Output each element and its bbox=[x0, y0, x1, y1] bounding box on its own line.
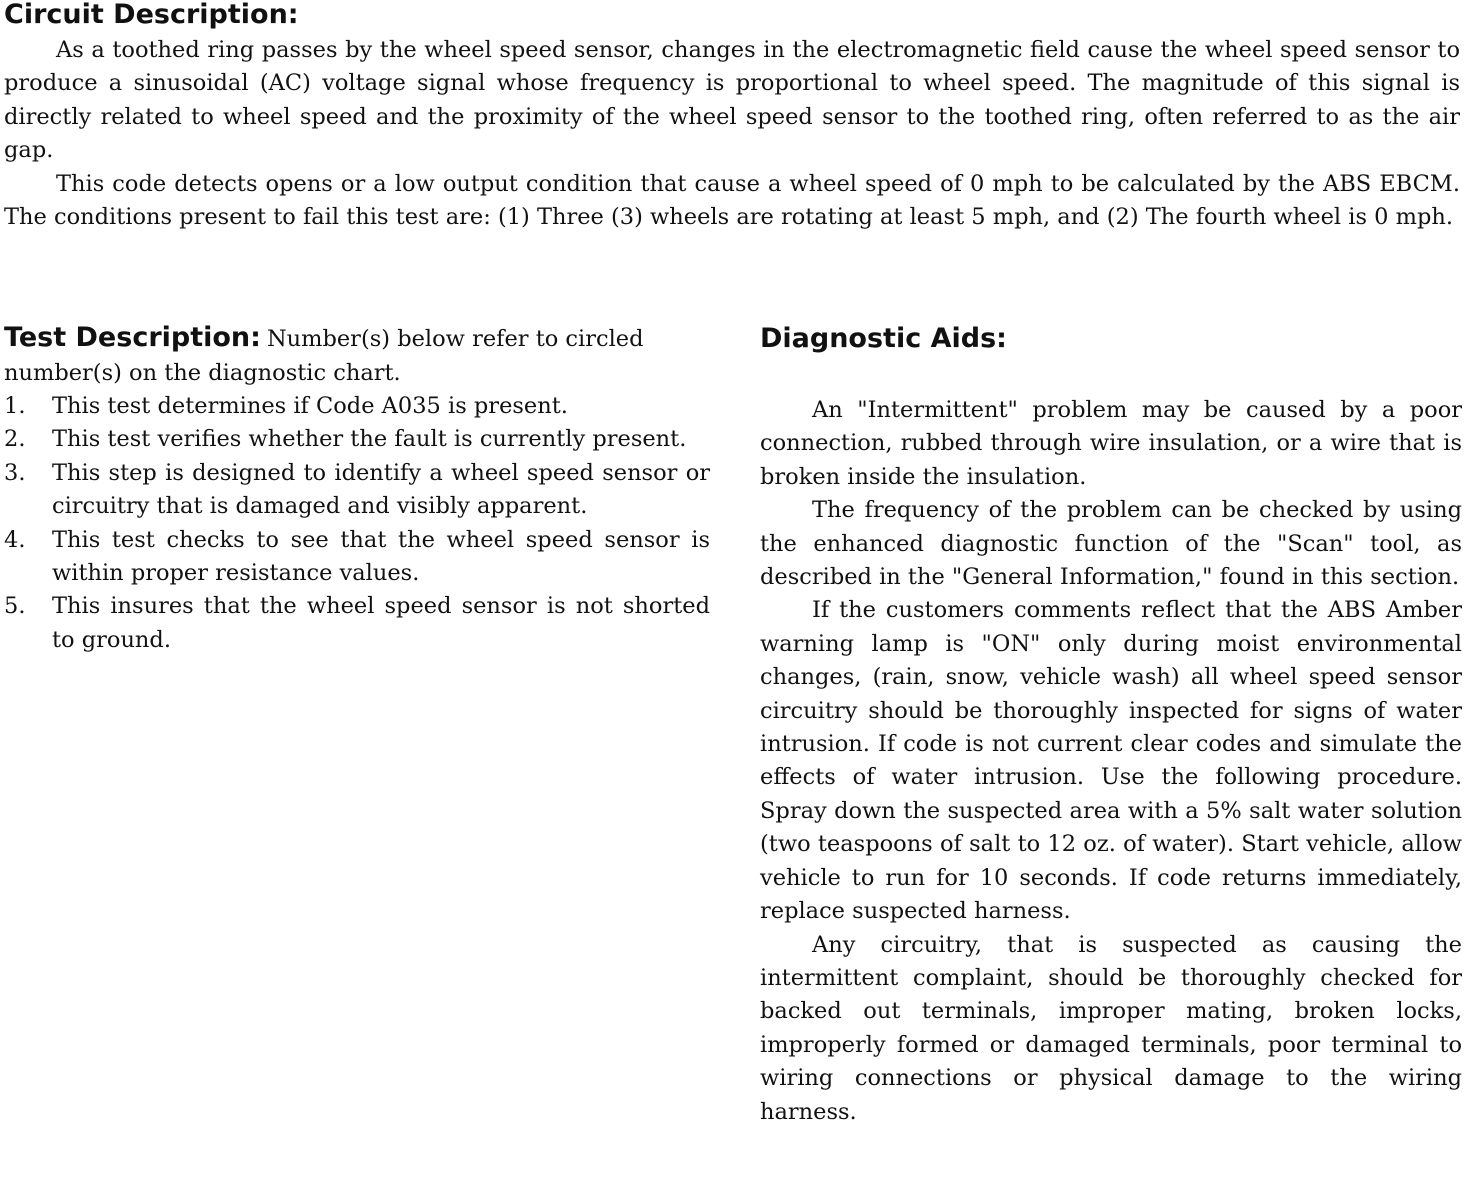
test-step-5 bbox=[4, 590, 710, 657]
test-steps-list bbox=[4, 390, 710, 657]
test-step-2 bbox=[4, 423, 710, 456]
test-step-3 bbox=[4, 457, 710, 524]
test-step-4 bbox=[4, 524, 710, 591]
test-description-section bbox=[4, 322, 710, 657]
diagnostic-aids-heading: Diagnostic Aids: bbox=[760, 323, 1007, 354]
diag-paragraph-3: If the customers comments reflect that the ABS Amber warning lamp is "ON" only during moist environmental changes, (rain, snow, vehicle wash) all wheel speed sensor circuitry should be thoroughly inspected for signs of water intrusion. If code is not current clear codes and simulate the effects of water intrusion. Use the following procedure. Spray down the suspected area with a 5% salt water solution (two teaspoons of salt to 12 oz. of water). Start vehicle, allow vehicle to run for 10 seconds. If code returns immediately, replace suspected harness. bbox=[760, 597, 1462, 925]
step-text: This test checks to see that the wheel speed sensor is within proper resistance values. bbox=[52, 526, 710, 587]
step-text: This insures that the wheel speed sensor is not shorted to ground. bbox=[52, 593, 710, 653]
step-number: 3. bbox=[4, 459, 26, 486]
step-text: This test determines if Code A035 is present. bbox=[52, 393, 568, 419]
circuit-description-heading: Circuit Description: bbox=[4, 0, 299, 30]
diag-paragraph-4: Any circuitry, that is suspected as causing the intermittent complaint, should be thoroughly checked for backed out terminals, improper mating, broken locks, improperly formed or damaged terminals, poor terminal to wiring connections or physical damage to the wiring harness. bbox=[760, 931, 1462, 1125]
step-number: 4. bbox=[4, 526, 26, 553]
step-text: This step is designed to identify a wheel speed sensor or circuitry that is damaged and visibly apparent. bbox=[52, 459, 710, 520]
test-description-intro-line bbox=[4, 322, 710, 390]
diagnostic-aids-section bbox=[760, 322, 1462, 1129]
step-number: 1. bbox=[4, 393, 26, 419]
step-text: This test verifies whether the fault is currently present. bbox=[52, 426, 687, 453]
circuit-description-section bbox=[4, 0, 1460, 234]
test-description-heading: Test Description: bbox=[4, 322, 261, 353]
circuit-paragraph-1: As a toothed ring passes by the wheel speed sensor, changes in the electromagnetic field cause the wheel speed sensor to produce a sinusoidal (AC) voltage signal whose frequency is proportional to wheel speed. The magnitude of this signal is directly related to wheel speed and the proximity of the wheel speed sensor to the toothed ring, often referred to as the air gap. bbox=[4, 37, 1460, 164]
test-description-intro: Number(s) below refer to circled number(s) on the diagnostic chart. bbox=[4, 326, 644, 386]
diag-paragraph-2: The frequency of the problem can be checked by using the enhanced diagnostic function of the "Scan" tool, as described in the "General Information," found in this section. bbox=[760, 497, 1462, 591]
test-step-1 bbox=[4, 390, 710, 423]
step-number: 2. bbox=[4, 426, 26, 453]
step-number: 5. bbox=[4, 593, 26, 620]
diag-paragraph-1: An "Intermittent" problem may be caused by a poor connection, rubbed through wire insulation, or a wire that is broken inside the insulation. bbox=[760, 397, 1462, 490]
circuit-paragraph-2: This code detects opens or a low output condition that cause a wheel speed of 0 mph to be calculated by the ABS EBCM. The conditions present to fail this test are: (1) Three (3) wheels are rotating at least 5 mph, and (2) The fourth wheel is 0 mph. bbox=[4, 170, 1460, 231]
